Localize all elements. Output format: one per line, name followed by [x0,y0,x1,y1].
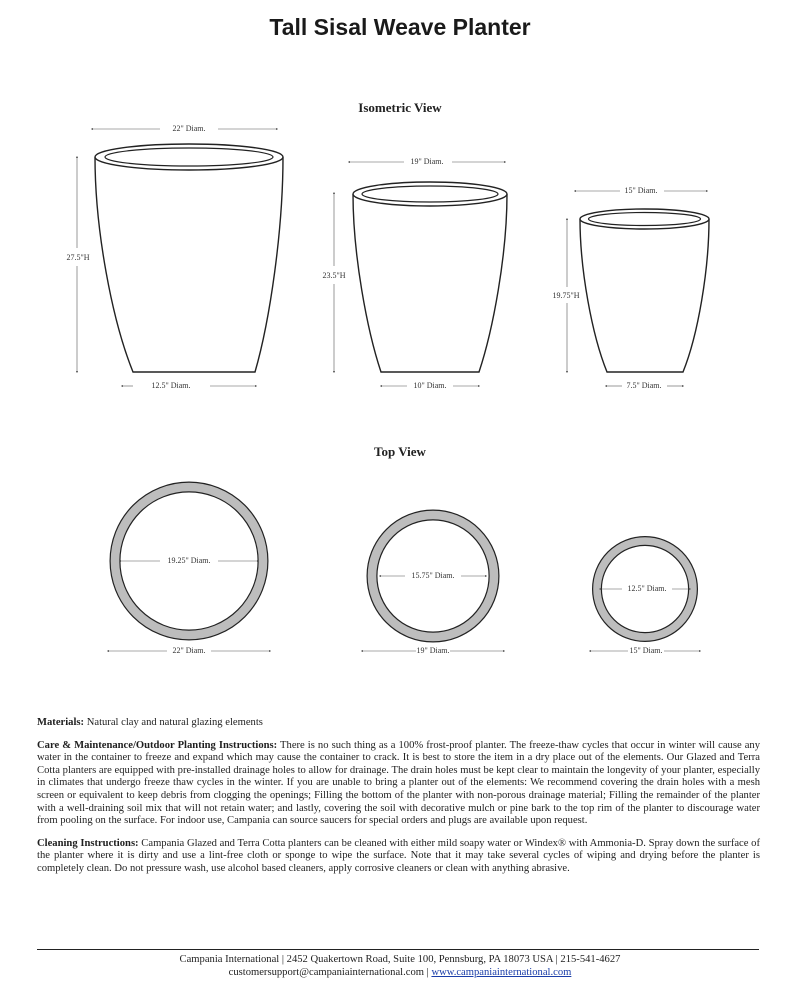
page-title: Tall Sisal Weave Planter [269,14,531,40]
outer-diameter-label: 22" Diam. [172,646,206,655]
top-diameter-label: 19" Diam. [410,157,444,166]
footer-divider [37,949,759,950]
height-label: 27.5"H [66,253,90,262]
top-view-planter-small [590,541,700,655]
top-view-heading: Top View [374,444,426,459]
height-label: 19.75"H [552,291,580,300]
footer-email[interactable]: customersupport@campaniainternational.com [228,967,425,978]
cleaning-label: Cleaning Instructions: [37,837,139,849]
height-label: 23.5"H [322,271,346,280]
footer-contact [0,967,800,978]
care-text: There is no such thing as a 100% frost-proof planter. The freeze-thaw cycles that occur in winter will cause any water in the container to freeze and expand which may cause the container to crack. It is best to store the item in a dry place out of the elements. Our Glazed and Terra Cotta planters are equipped with pre-installed drainage holes to allow for drainage. The drain holes must be kept clear to maintain the longevity of your planter, especially in climates that undergo freeze thaw cycles in the winter. If you are unable to bring a planter out of the elements: We recommend covering the drain holes with a mesh screen or equivalent to keep debris from clogging the openings; Filling the bottom of the planter with non-porous drainage material; Filling the remainder of the planter with a well-draining soil mix that will not retain water; and lastly, covering the soil with decorative mulch or pine bark to the top rim of the planter to discourage water from pooling on the surface. For indoor use, Campania can source saucers for special orders and plugs are available upon request. [37,739,760,827]
planter-body-outline [353,194,507,372]
footer-address: Campania International | 2452 Quakertown Road, Suite 100, Pennsburg, PA 18073 USA | 215-541-4627 [179,954,621,965]
materials-text: Natural clay and natural glazing elements [84,717,263,728]
isometric-planter-large [66,124,283,390]
base-diameter-label: 12.5" Diam. [151,381,191,390]
planter-body-outline [580,219,709,372]
materials-label: Materials: [37,717,85,728]
care-paragraph [37,740,760,828]
outer-diameter-label: 15" Diam. [629,646,663,655]
base-diameter-label: 10" Diam. [413,381,447,390]
base-diameter-label: 7.5" Diam. [626,381,662,390]
top-diameter-label: 15" Diam. [624,186,658,195]
footer-separator: | [424,967,432,978]
cleaning-text: Campania Glazed and Terra Cotta planters can be cleaned with either mild soapy water or Windex® with Ammonia-D. Spray down the surface of the planter where it is dirty and use a lint-free cloth or sponge to wipe the surface. Note that it may take several cycles of wiping and drying before the planter is completely clean. Do not pressure wash, use alcohol based cleaners, apply corrosive cleaners or clean with anything abrasive. [37,837,760,874]
description-text [37,717,760,886]
footer-website-link[interactable]: www.campaniainternational.com [431,967,572,978]
planter-body-outline [95,157,283,372]
materials-paragraph [37,717,760,730]
outer-diameter-label: 19" Diam. [416,646,450,655]
isometric-planter-small [552,186,709,390]
isometric-planter-medium [322,157,507,390]
care-label: Care & Maintenance/Outdoor Planting Instructions: [37,739,278,751]
top-diameter-label: 22" Diam. [172,124,206,133]
inner-diameter-label: 12.5" Diam. [627,584,667,593]
inner-diameter-label: 15.75" Diam. [411,571,455,580]
top-view-planter-large [108,487,270,655]
cleaning-paragraph [37,838,760,876]
top-view-planter-medium [362,515,504,655]
inner-diameter-label: 19.25" Diam. [167,556,211,565]
isometric-view-heading: Isometric View [358,100,442,115]
